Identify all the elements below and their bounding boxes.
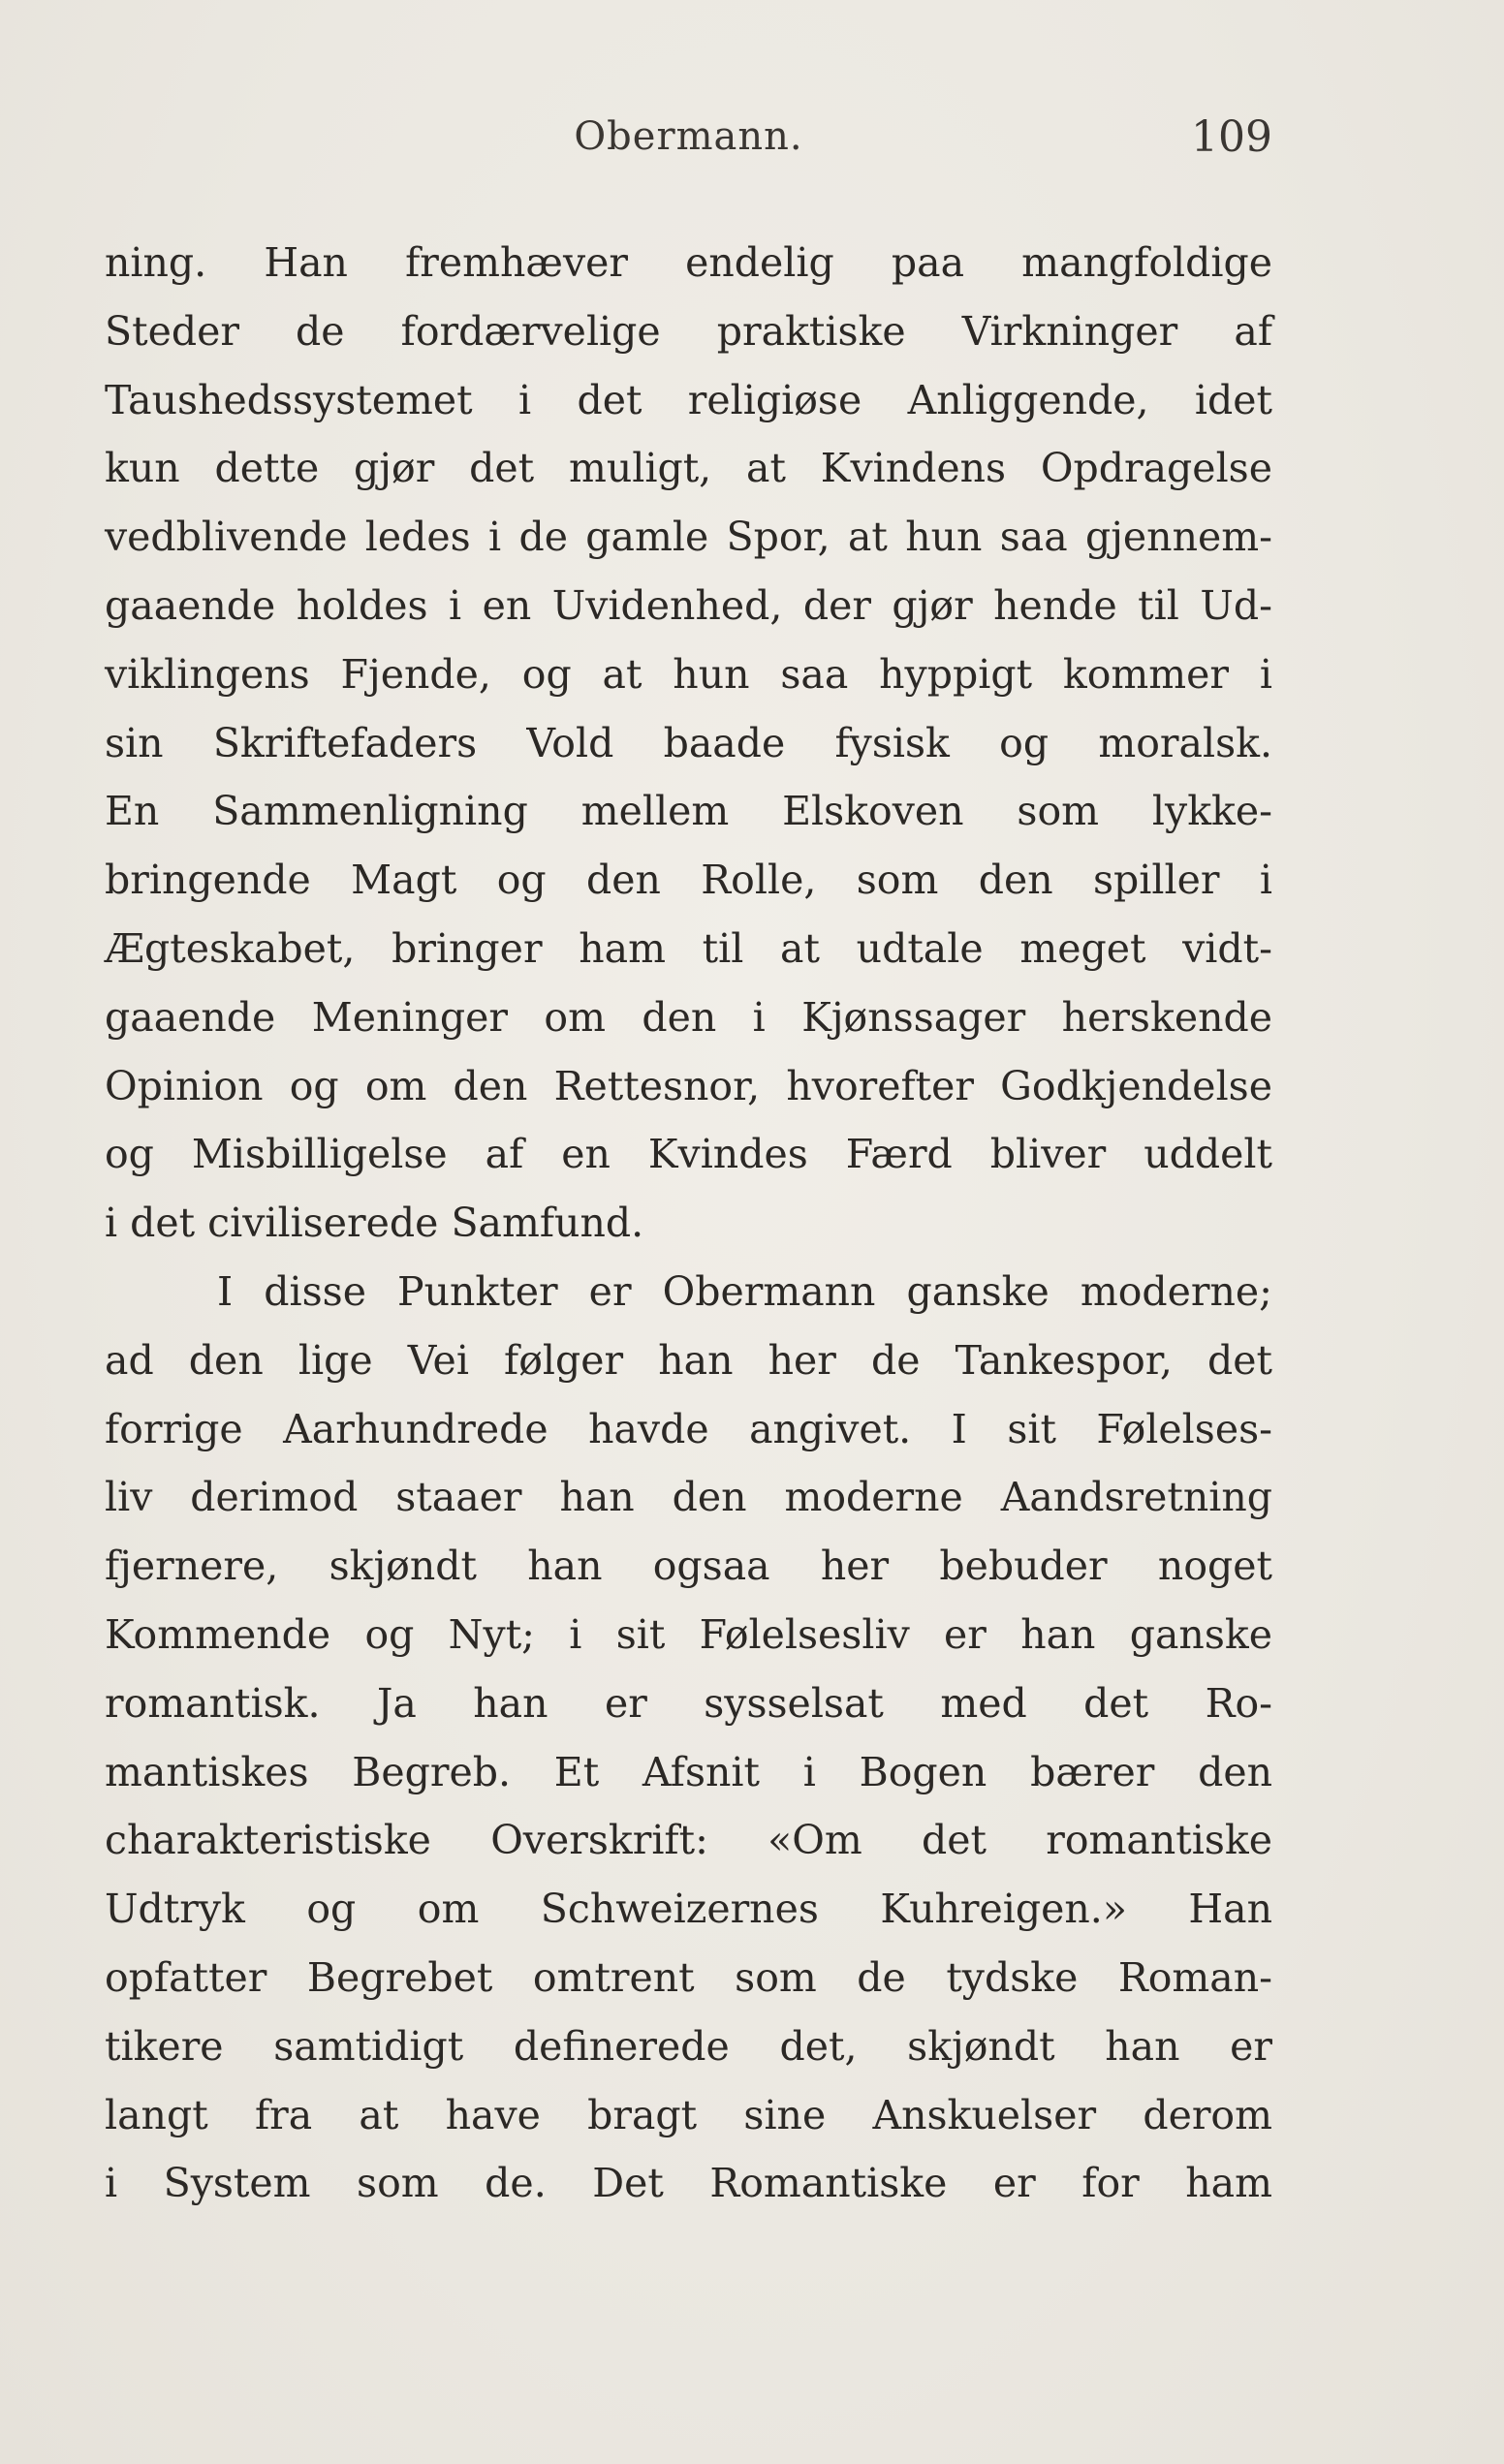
text-line: liv derimod staaer han den moderne Aandsretning	[105, 1474, 1272, 1521]
text-line: viklingens Fjende, og at hun saa hyppigt kommer i	[105, 650, 1272, 698]
text-line: og Misbilligelse af en Kvindes Færd bliver uddelt	[105, 1131, 1272, 1178]
text-line: Steder de fordærvelige praktiske Virkninger af	[105, 307, 1272, 355]
text-line: forrige Aarhundrede havde angivet. I sit Følelses-	[105, 1405, 1272, 1452]
text-line: romantisk. Ja han er sysselsat med det Ro-	[105, 1679, 1272, 1727]
text-line: I disse Punkter er Obermann ganske moderne;	[217, 1267, 1272, 1315]
text-line: gaaende holdes i en Uvidenhed, der gjør hende til Ud-	[105, 581, 1272, 629]
text-line: gaaende Meninger om den i Kjønssager herskende	[105, 993, 1272, 1041]
text-line: Ægteskabet, bringer ham til at udtale meget vidt-	[105, 924, 1272, 972]
text-line: charakteristiske Overskrift: «Om det romantiske	[105, 1817, 1272, 1864]
text-line: fjernere, skjøndt han ogsaa her bebuder noget	[105, 1543, 1272, 1590]
text-line: Opinion og om den Rettesnor, hvorefter Godkjendelse	[105, 1062, 1272, 1109]
text-line: tikere samtidigt definerede det, skjøndt han er	[105, 2022, 1272, 2070]
text-line: opfatter Begrebet omtrent som de tydske Roman-	[105, 1953, 1272, 2001]
running-title: Obermann.	[574, 114, 803, 159]
text-line: langt fra at have bragt sine Anskuelser derom	[105, 2091, 1272, 2138]
text-line: kun dette gjør det muligt, at Kvindens Opdragelse	[105, 445, 1272, 492]
page-number: 109	[1191, 112, 1272, 162]
text-line: Kommende og Nyt; i sit Følelsesliv er han ganske	[105, 1610, 1272, 1658]
text-line: mantiskes Begreb. Et Afsnit i Bogen bærer den	[105, 1748, 1272, 1795]
page-header	[105, 114, 1272, 172]
text-line: vedblivende ledes i de gamle Spor, at hun saa gjennem-	[105, 514, 1272, 561]
text-line: En Sammenligning mellem Elskoven som lykke-	[105, 788, 1272, 835]
text-line: i System som de. Det Romantiske er for ham	[105, 2160, 1272, 2207]
text-line: ning. Han fremhæver endelig paa mangfoldige	[105, 239, 1272, 286]
text-line: Taushedssystemet i det religiøse Anliggende, idet	[105, 376, 1272, 423]
text-line: ad den lige Vei følger han her de Tankespor, det	[105, 1336, 1272, 1384]
text-line: bringende Magt og den Rolle, som den spiller i	[105, 857, 1272, 904]
body-text	[105, 229, 1272, 2218]
text-line: i det civiliserede Samfund.	[105, 1200, 644, 1247]
text-line: sin Skriftefaders Vold baade fysisk og moralsk.	[105, 719, 1272, 766]
text-line: Udtryk og om Schweizernes Kuhreigen.» Han	[105, 1886, 1272, 1933]
